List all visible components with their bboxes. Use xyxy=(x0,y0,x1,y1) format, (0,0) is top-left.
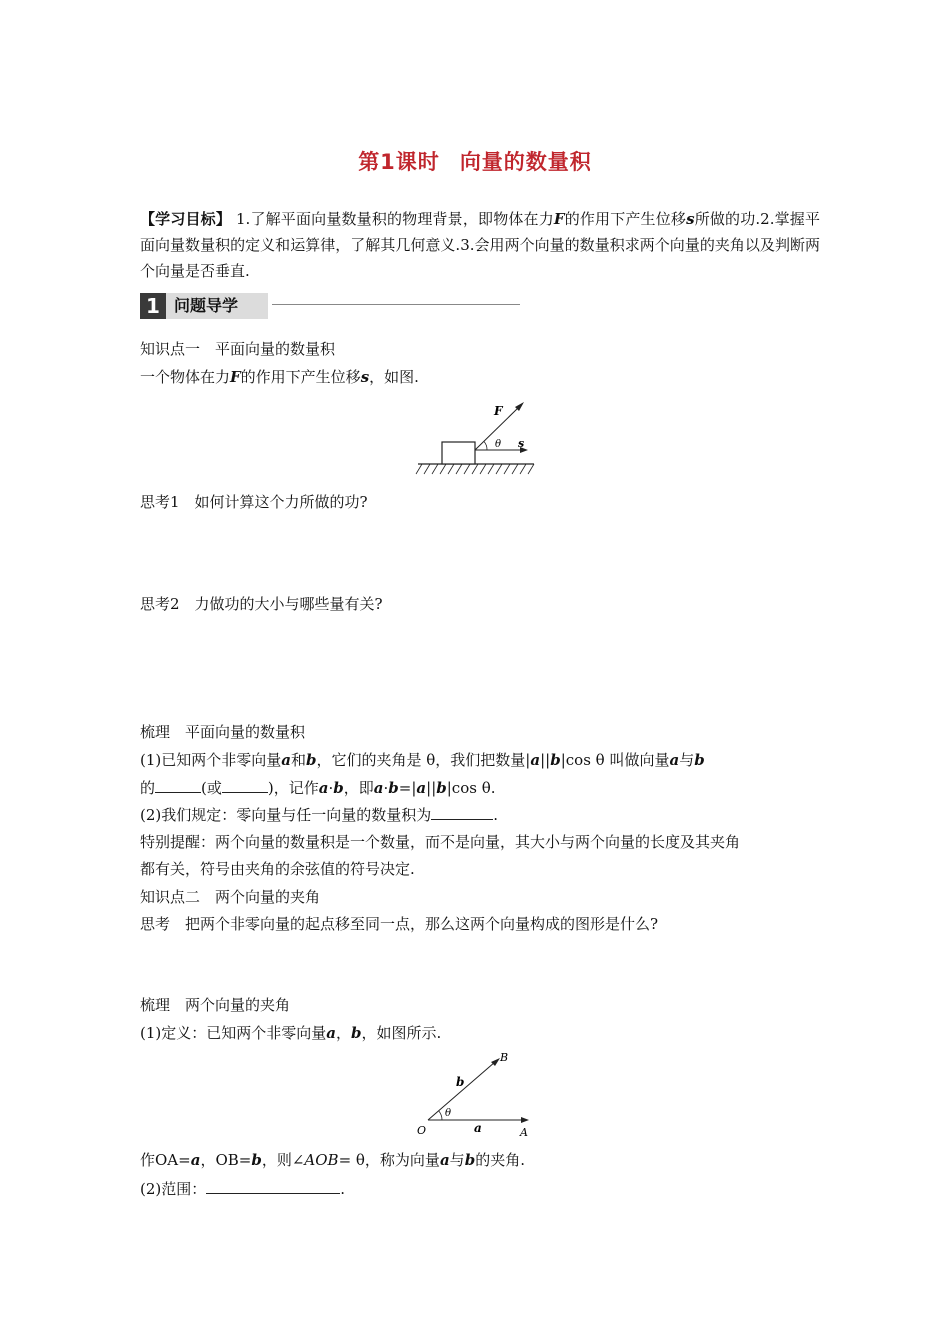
blank-1[interactable] xyxy=(155,777,201,793)
page-title xyxy=(0,146,950,176)
text: ，OB= xyxy=(200,1151,252,1169)
text: || xyxy=(426,779,437,797)
var-a: a xyxy=(373,779,384,797)
think2: 思考2 力做功的大小与哪些量有关? xyxy=(140,595,383,613)
lesson-topic: 向量的数量积 xyxy=(459,150,592,174)
var-a: a xyxy=(439,1151,450,1169)
learning-goals xyxy=(140,206,820,284)
block xyxy=(442,442,475,464)
review1-heading: 梳理 平面向量的数量积 xyxy=(140,723,306,741)
var-b: b xyxy=(251,1151,262,1169)
text: ，它们的夹角是 θ，我们把数量| xyxy=(316,751,531,769)
text: ，如图所示. xyxy=(361,1024,442,1042)
var-b: b xyxy=(306,751,317,769)
var-a: a xyxy=(281,751,291,769)
review1-note-1: 特别提醒：两个向量的数量积是一个数量，而不是向量，其大小与两个向量的长度及其夹角 xyxy=(140,833,741,851)
var-s: s xyxy=(360,368,370,386)
theta-label: θ xyxy=(495,439,502,450)
text: · xyxy=(328,779,334,797)
displacement-label: s xyxy=(518,437,525,450)
think1: 思考1 如何计算这个力所做的功? xyxy=(140,493,368,511)
blank-range[interactable] xyxy=(206,1178,340,1194)
text: 的作用下产生位移 xyxy=(240,368,361,386)
text: (2)范围： xyxy=(140,1180,207,1198)
angle-name: AOB xyxy=(304,1151,339,1169)
text: (或 xyxy=(201,779,222,797)
var-a: a xyxy=(416,779,427,797)
goals-tag: 【学习目标】 xyxy=(140,210,232,228)
var-b: b xyxy=(550,751,561,769)
var-a: a xyxy=(669,751,680,769)
var-a: a xyxy=(190,1151,201,1169)
goals-text: 1.了解平面向量数量积的物理背景，即物体在力 xyxy=(235,210,554,228)
lesson-number: 第1课时 xyxy=(358,150,440,174)
kp2-think: 思考 把两个非零向量的起点移至同一点，那么这两个向量构成的图形是什么? xyxy=(140,915,659,933)
var-f: F xyxy=(553,210,565,228)
text: (1)已知两个非零向量 xyxy=(140,751,282,769)
text: 作OA= xyxy=(140,1151,191,1169)
text: |cos θ 叫做向量 xyxy=(560,751,670,769)
text: 一个物体在力 xyxy=(140,368,231,386)
text: . xyxy=(493,806,499,824)
var-f: F xyxy=(230,368,241,386)
blank-2[interactable] xyxy=(222,777,268,793)
point-a-label: A xyxy=(520,1126,528,1139)
text: ，即 xyxy=(343,779,374,797)
text: || xyxy=(540,751,551,769)
ground-hatch xyxy=(416,464,534,474)
vector-a-label: a xyxy=(474,1121,482,1135)
force-diagram xyxy=(412,398,540,478)
review1-p1 xyxy=(140,750,820,770)
review2-def xyxy=(140,1023,820,1043)
text: 的夹角. xyxy=(475,1151,525,1169)
review1-p3 xyxy=(140,804,820,825)
var-b: b xyxy=(464,1151,476,1169)
text: ， xyxy=(335,1024,351,1042)
text: = θ，称为向量 xyxy=(338,1151,440,1169)
kp1-heading: 知识点一 平面向量的数量积 xyxy=(140,340,336,358)
var-b: b xyxy=(694,751,705,769)
text: 和 xyxy=(290,751,306,769)
review2-zuo xyxy=(140,1150,820,1170)
text: 与 xyxy=(449,1151,465,1169)
text: . xyxy=(340,1180,346,1198)
review1-p2 xyxy=(140,777,820,798)
var-b: b xyxy=(388,779,399,797)
angle-arc xyxy=(439,1111,442,1120)
point-o-label: O xyxy=(417,1124,427,1137)
text: (1)定义：已知两个非零向量 xyxy=(140,1024,327,1042)
angle-diagram xyxy=(412,1048,536,1140)
var-b: b xyxy=(436,779,447,797)
text: ，如图. xyxy=(369,368,419,386)
point-b-label: B xyxy=(500,1051,509,1064)
vector-oa-arrowhead xyxy=(521,1117,529,1123)
vector-ob xyxy=(428,1062,495,1120)
text: · xyxy=(383,779,389,797)
var-b: b xyxy=(333,779,344,797)
text: 的 xyxy=(140,779,156,797)
section-header xyxy=(140,293,520,319)
text: 与 xyxy=(679,751,695,769)
var-a: a xyxy=(326,1024,336,1042)
review2-heading: 梳理 两个向量的夹角 xyxy=(140,996,291,1014)
blank-3[interactable] xyxy=(431,804,493,820)
text: (2)我们规定：零向量与任一向量的数量积为 xyxy=(140,806,432,824)
text: ，则∠ xyxy=(261,1151,305,1169)
kp2-heading: 知识点二 两个向量的夹角 xyxy=(140,888,321,906)
text: )，记作 xyxy=(267,779,319,797)
force-label: F xyxy=(494,404,503,418)
angle-arc xyxy=(484,442,487,451)
var-a: a xyxy=(318,779,329,797)
goals-text: 的作用下产生位移 xyxy=(564,210,687,228)
text: =| xyxy=(398,779,417,797)
review1-note-2: 都有关，符号由夹角的余弦值的符号决定. xyxy=(140,860,415,878)
section-rule xyxy=(272,304,520,305)
var-a: a xyxy=(530,751,541,769)
theta-label: θ xyxy=(445,1108,452,1119)
section-label: 问题导学 xyxy=(166,293,268,319)
text: |cos θ. xyxy=(446,779,496,797)
goals-text: 所做的功.2.掌握平面向量数量积的定义和运算律，了解其几何意义.3.会用两个向量的数量积求两个向量的夹角以及判断两个向量是否垂直. xyxy=(140,210,820,280)
section-number: 1 xyxy=(140,293,166,319)
vector-b-label: b xyxy=(456,1075,465,1089)
kp1-intro xyxy=(140,367,820,387)
var-b: b xyxy=(351,1024,362,1042)
review2-range xyxy=(140,1178,820,1199)
var-s: s xyxy=(686,210,695,228)
